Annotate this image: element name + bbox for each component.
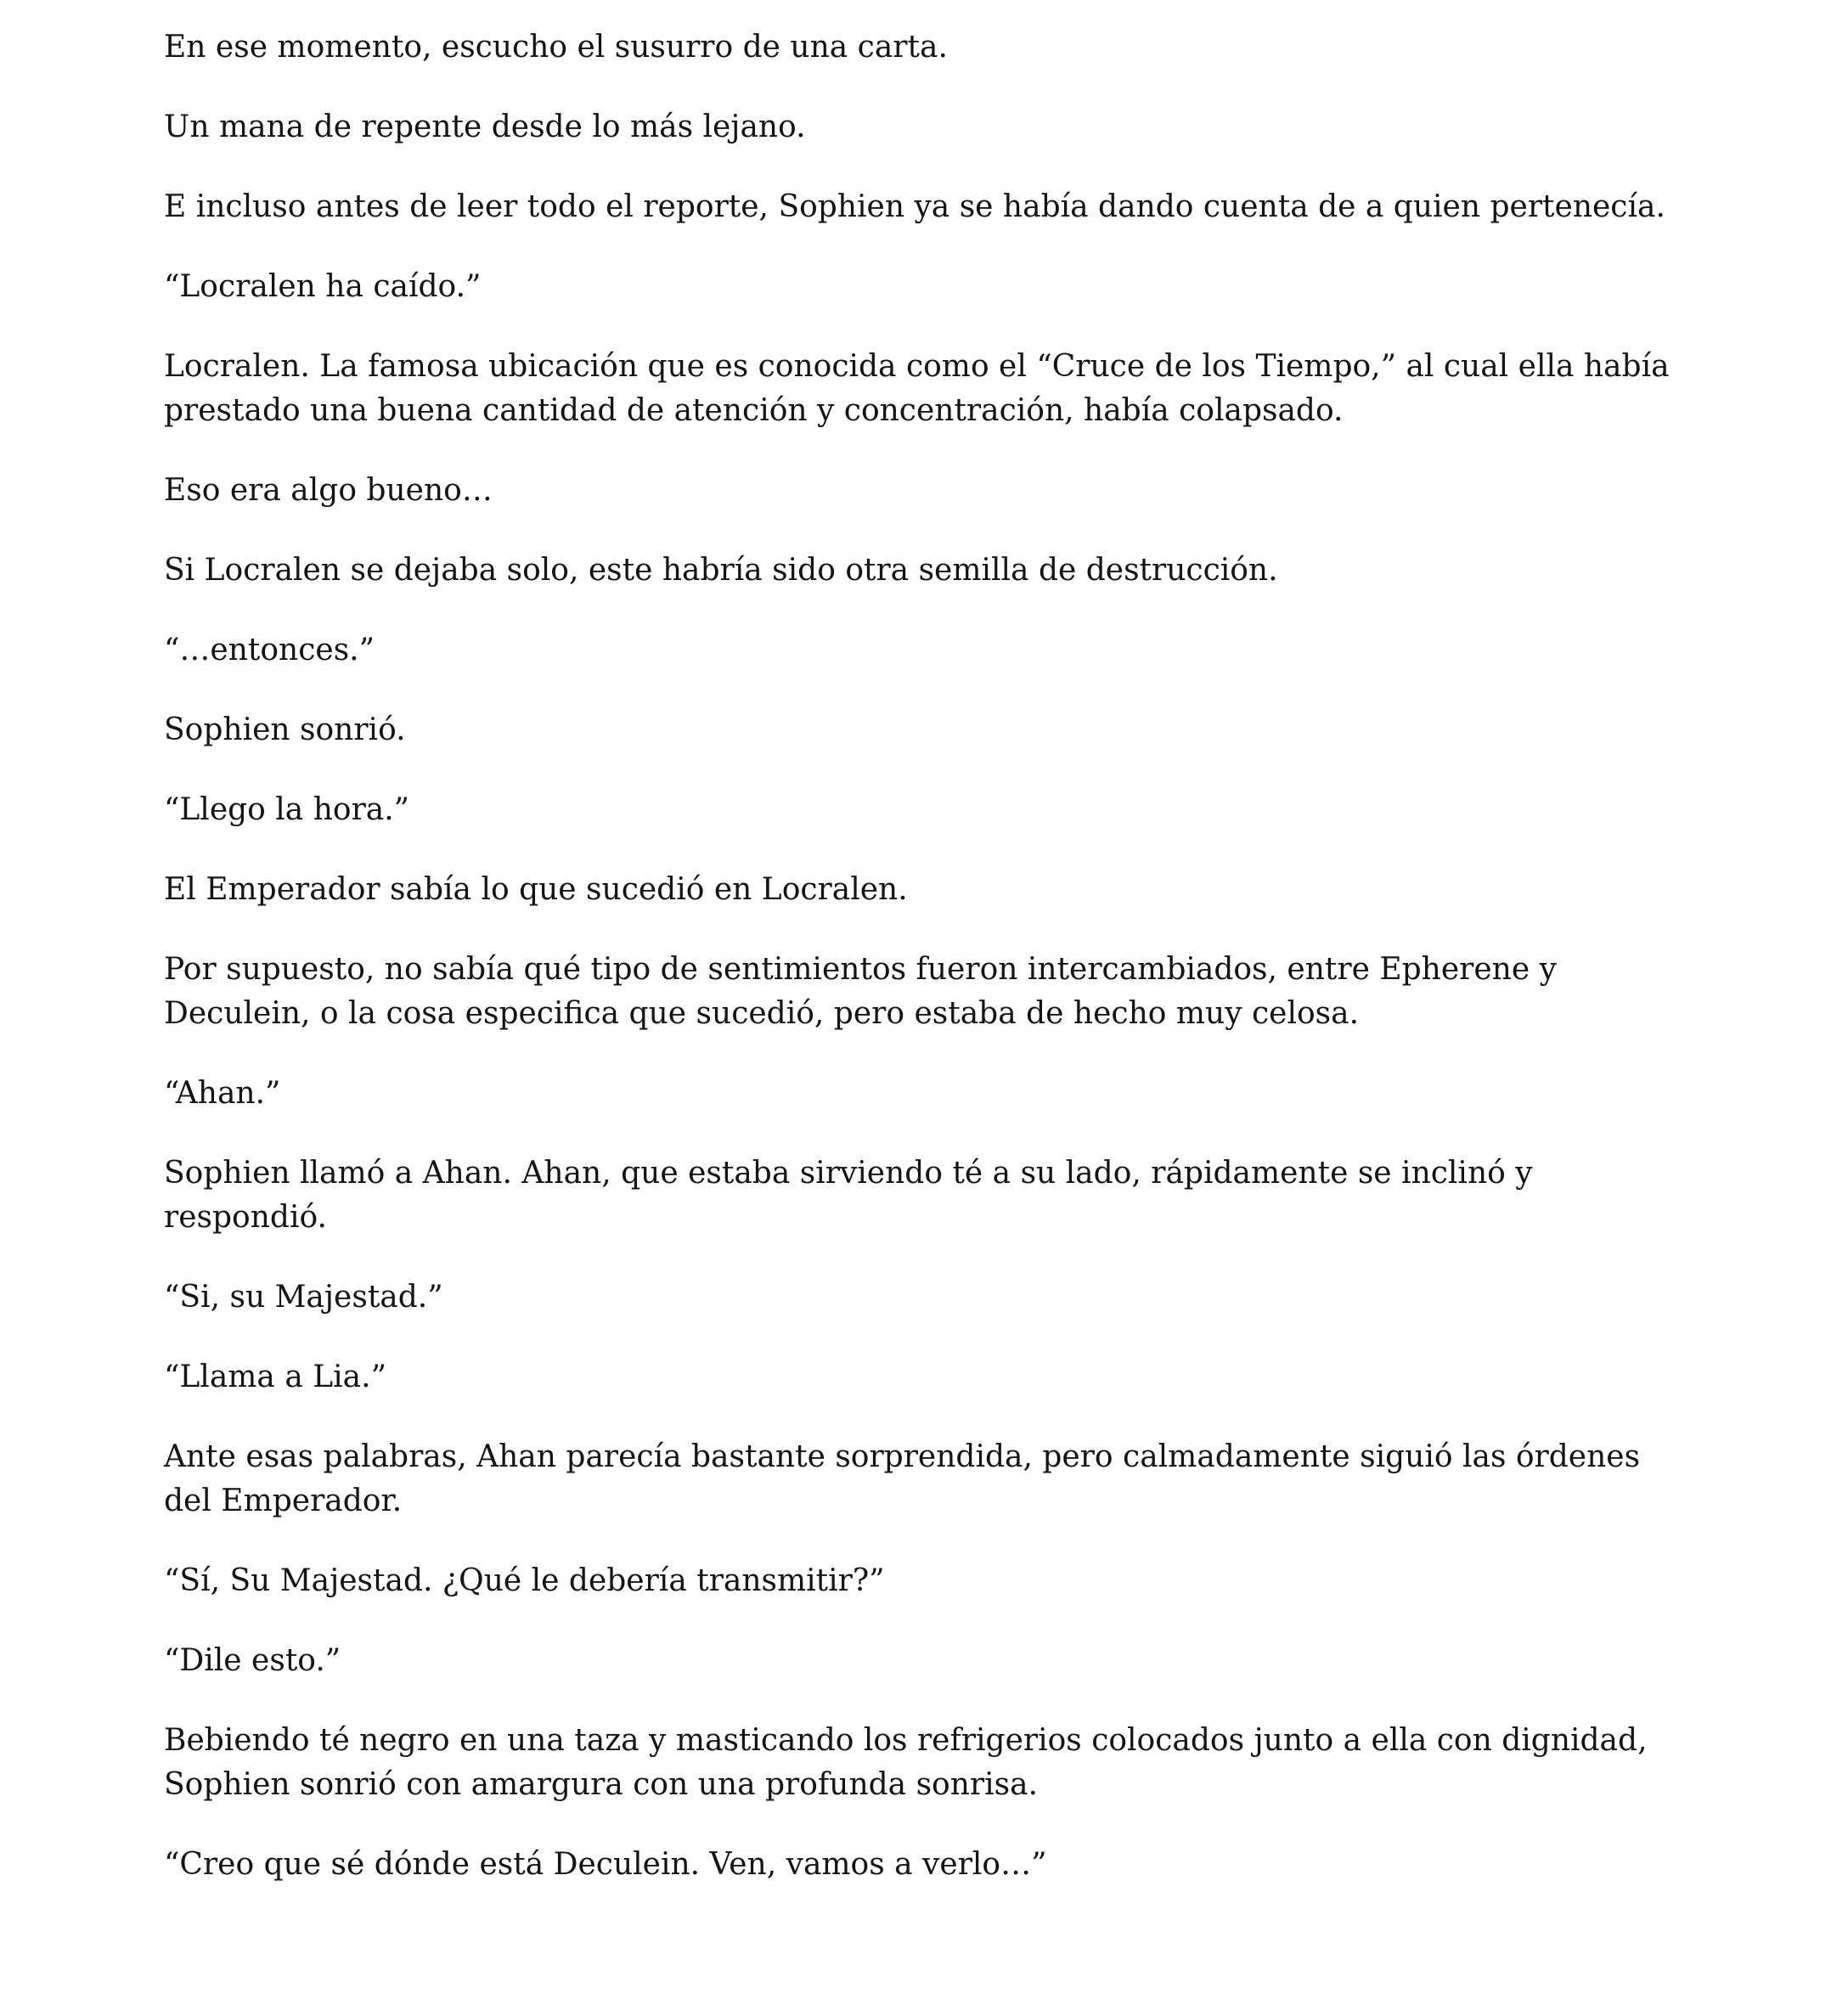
paragraph: “Llego la hora.” xyxy=(164,792,410,827)
paragraph: Sophien llamó a Ahan. Ahan, que estaba sirviendo té a su lado, rápidamente se inclinó y respondió. xyxy=(164,1156,1533,1235)
paragraph: Bebiendo té negro en una taza y masticando los refrigerios colocados junto a ella con dignidad, Sophien sonrió con amargura con una profunda sonrisa. xyxy=(164,1723,1648,1802)
paragraph: Sophien sonrió. xyxy=(164,712,406,747)
paragraph: “Si, su Majestad.” xyxy=(164,1280,443,1315)
paragraph: “Creo que sé dónde está Deculein. Ven, vamos a verlo…” xyxy=(164,1847,1047,1882)
paragraph: En ese momento, escucho el susurro de una carta. xyxy=(164,30,948,65)
paragraph: “Dile esto.” xyxy=(164,1643,341,1678)
paragraph: “Llama a Lia.” xyxy=(164,1360,386,1394)
paragraph: El Emperador sabía lo que sucedió en Locralen. xyxy=(164,872,908,907)
paragraph: “Locralen ha caído.” xyxy=(164,269,482,304)
document-body xyxy=(164,25,1693,1923)
paragraph: “…entonces.” xyxy=(164,633,375,667)
paragraph: Ante esas palabras, Ahan parecía bastante sorprendida, pero calmadamente siguió las órdenes del Emperador. xyxy=(164,1439,1641,1518)
paragraph: Si Locralen se dejaba solo, este habría sido otra semilla de destrucción. xyxy=(164,553,1278,588)
paragraph: Eso era algo bueno… xyxy=(164,473,493,508)
paragraph: “Ahan.” xyxy=(164,1076,281,1111)
paragraph: “Sí, Su Majestad. ¿Qué le debería transmitir?” xyxy=(164,1563,885,1598)
paragraph: Un mana de repente desde lo más lejano. xyxy=(164,110,806,144)
paragraph: E incluso antes de leer todo el reporte, Sophien ya se había dando cuenta de a quien pertenecía. xyxy=(164,189,1665,224)
paragraph: Locralen. La famosa ubicación que es conocida como el “Cruce de los Tiempo,” al cual ella había prestado una buena cantidad de atención y concentración, había colapsado. xyxy=(164,349,1670,428)
paragraph: Por supuesto, no sabía qué tipo de sentimientos fueron intercambiados, entre Epherene y Deculein, o la cosa especifica que sucedió, pero estaba de hecho muy celosa. xyxy=(164,952,1557,1031)
